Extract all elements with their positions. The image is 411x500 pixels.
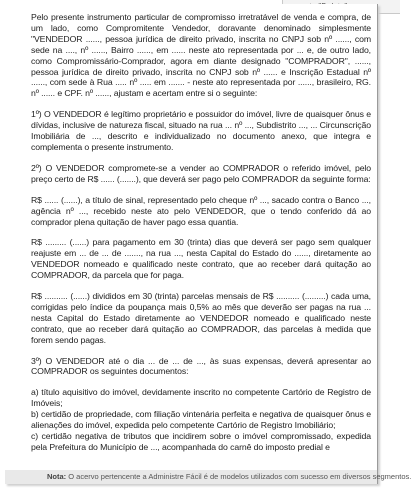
paragraph-preamble: Pelo presente instrumento particular de compromisso irretratável de venda e compra, de um lado, como Compromitente Vendedor, doravante denominado simplesmente "VENDEDOR ......, pessoa jurídica de direito privado, inscrita no CNPJ sob nº ......, com sede na ...., nº ......, Bairro ......, em ...... neste ato representada por ... e, de outro lado, como Compromissário-Comprador, agora em diante designado "COMPRADOR", ......, pessoa jurídica de direito privado, inscrita no CNPJ sob nº ...... e Inscrição Estadual nº ......, com sede à Rua ..... nº ..... em ....... - neste ato representada por ......, brasileiro, RG. nº ...... e CPF. nº ......, ajustam e acertam entre si o seguinte:: [31, 12, 371, 99]
list-item-c: c) certidão negativa de tributos que incidirem sobre o imóvel compromissado, expedida pela Prefeitura do Município de ..., acompanhada do carnê do imposto predial e: [31, 431, 371, 452]
paragraph-payment-30-days: R$ ......... (......) para pagamento em 30 (trinta) dias que deverá ser pago sem qualquer reajuste em ... de ... de ......., na rua ..., nesta Capital do Estado do ......, diretamente ao VENDEDOR nomeado e qualificado neste contrato, que ao receber dará quitação ao COMPRADOR, da parcela que for paga.: [31, 237, 371, 281]
footer-note: [5, 470, 411, 484]
document-page: [5, 4, 411, 484]
paragraph-payment-signal: R$ ...... (......), a título de sinal, representado pelo cheque nº ..., sacado contra o Banco ..., agência nº ..., recebido neste ato pelo VENDEDOR, que o tendo conferido dá ao comprador plena quitação de haver pago essa quantia.: [31, 194, 371, 227]
paragraph-clause-1: 1º) O VENDEDOR é legítimo proprietário e possuidor do imóvel, livre de quaisquer ônus e dívidas, inclusive de natureza fiscal, situado na rua ... nº ..., Subdistrito ..., ... Circunscrição Imobiliária de ..., descrito e individualizado no documento anexo, que integra e complementa o presente instrumento.: [31, 109, 371, 152]
contract-body: [31, 12, 371, 453]
footer-text: O acervo pertencente a Administre Fácil é de modelos utilizados com sucesso em diversos segmentos.: [68, 472, 411, 481]
list-item-a: a) título aquisitivo do imóvel, devidamente inscrito no competente Cartório de Registro de Imóveis;: [31, 387, 371, 409]
paragraph-clause-3: 3º) O VENDEDOR até o dia ... de ... de ..., às suas expensas, deverá apresentar ao COMPRADOR os seguintes documentos:: [31, 355, 371, 377]
footer-label: Nota:: [47, 472, 67, 481]
list-item-b: b) certidão de propriedade, com filiação vintenária perfeita e negativa de quaisquer ônus e alienações do imóvel, expedida pelo competente Cartório de Registro Imobiliário;: [31, 409, 371, 431]
paragraph-clause-2: 2º) O VENDEDOR compromete-se a vender ao COMPRADOR o referido imóvel, pelo preço certo de R$ ...... (.......), que deverá ser pago pelo COMPRADOR da seguinte forma:: [31, 162, 371, 184]
paragraph-payment-installments: R$ .......... (......) divididos em 30 (trinta) parcelas mensais de R$ .......... (.........) cada uma, corrigidas pelo índice da poupança mais 0,5% ao mês que deverão ser pagas na rua ... nesta Capital do Estado diretamente ao VENDEDOR nomeado e qualificado neste contrato, que ao receber dará quitação ao COMPRADOR, das parcelas à medida que forem sendo pagas.: [31, 291, 371, 345]
